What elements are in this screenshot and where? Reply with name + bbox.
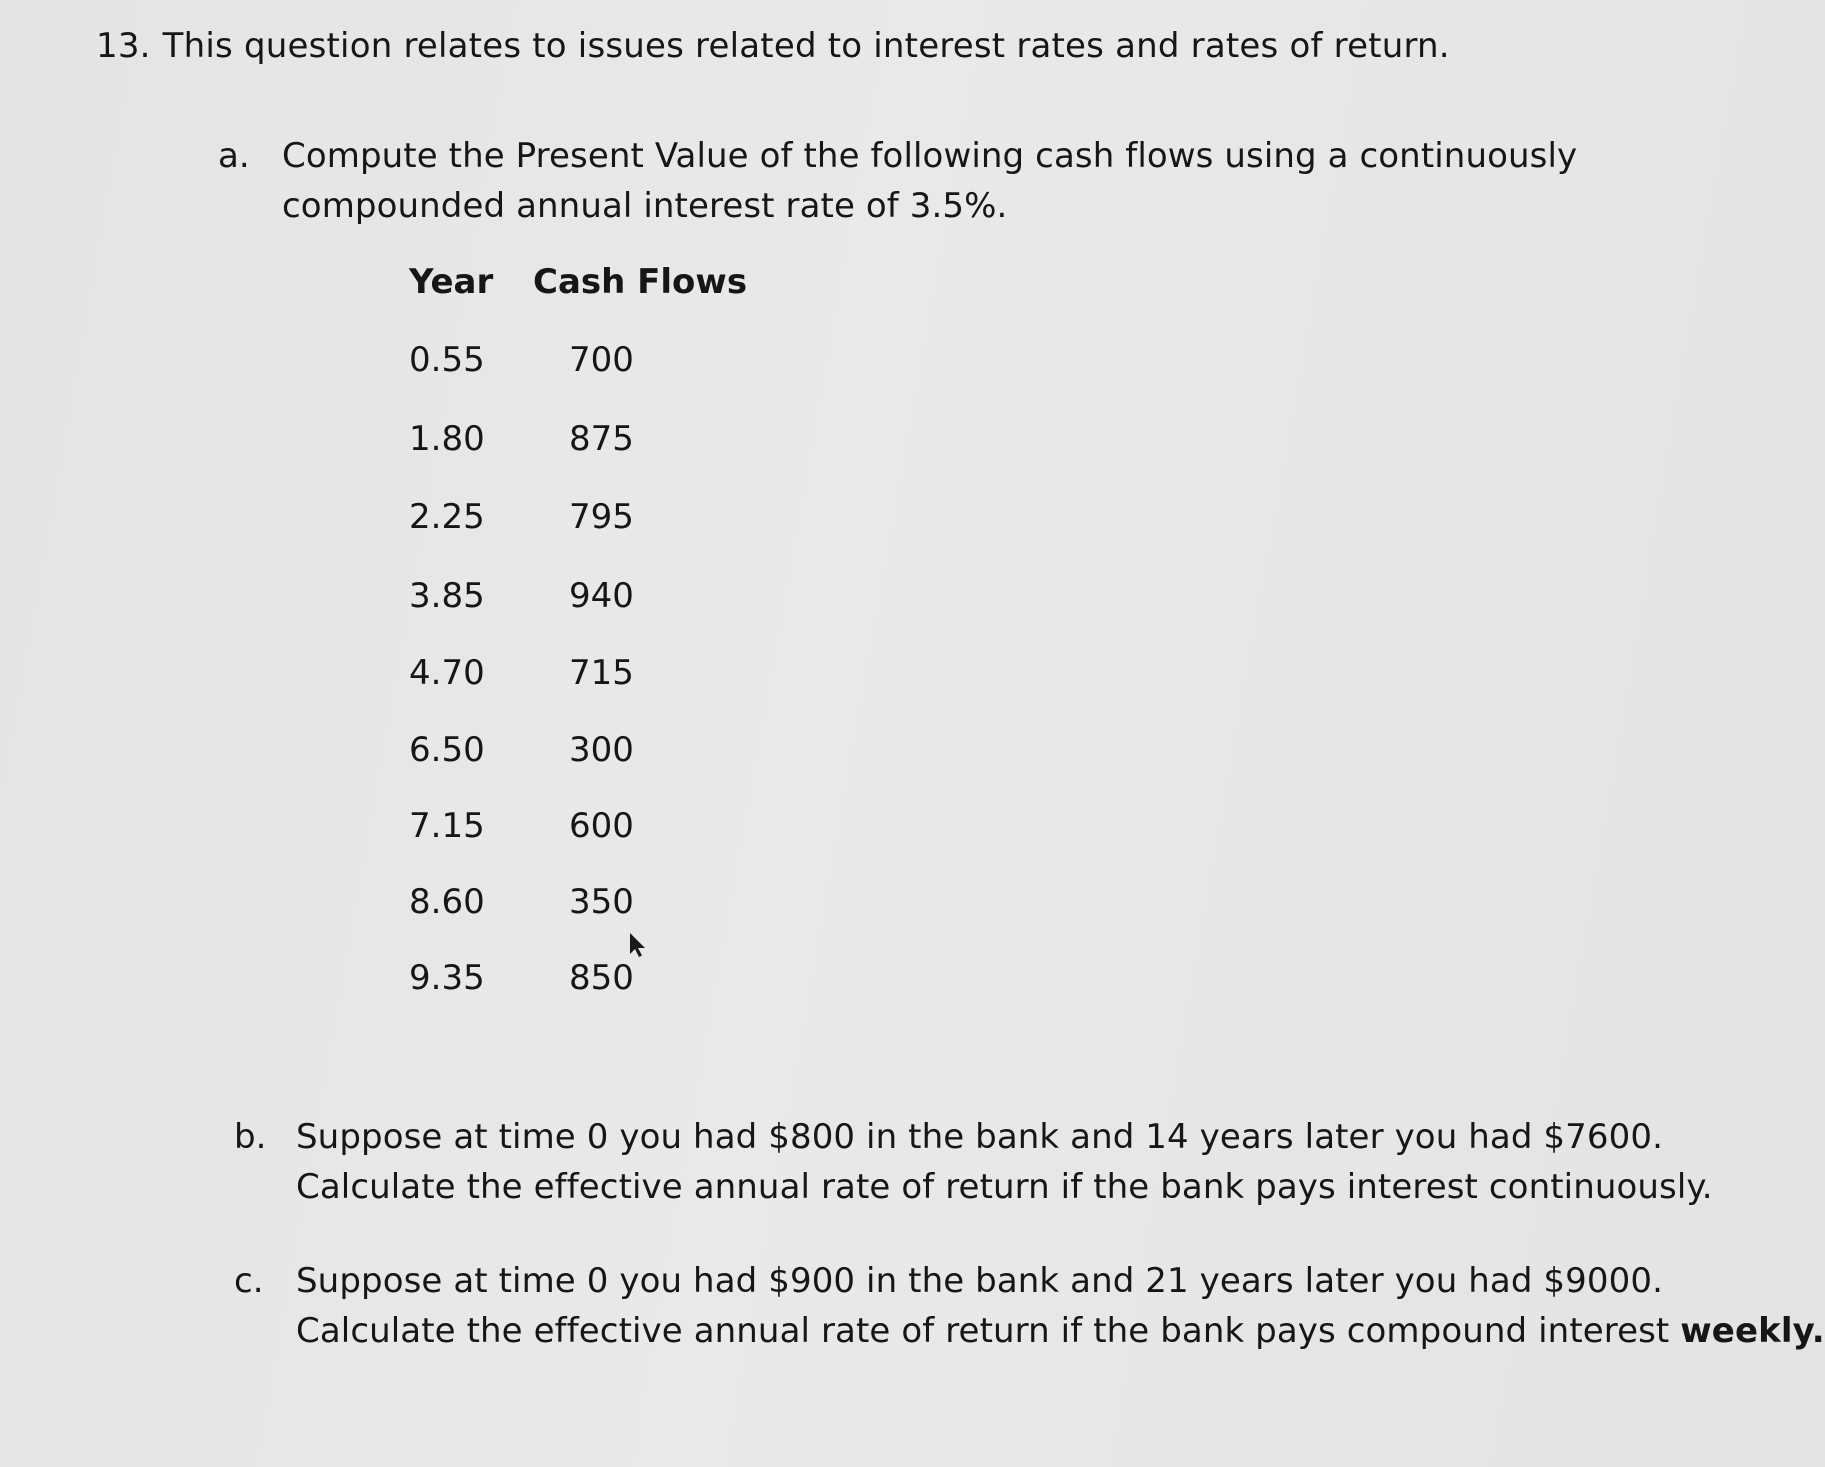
year-cell: 4.70 bbox=[409, 653, 485, 693]
part-c-line-2-text: Calculate the effective annual rate of return if the bank pays compound interest bbox=[296, 1311, 1681, 1351]
emphasis-weekly: weekly. bbox=[1680, 1311, 1825, 1351]
part-b-text bbox=[296, 1112, 1713, 1212]
part-a-letter: a. bbox=[218, 136, 250, 176]
year-cell: 0.55 bbox=[409, 340, 485, 380]
part-b-line-1: Suppose at time 0 you had $800 in the bank and 14 years later you had $7600. bbox=[296, 1117, 1663, 1157]
question-text: This question relates to issues related to interest rates and rates of return. bbox=[162, 26, 1450, 66]
cash-flow-cell: 600 bbox=[569, 806, 634, 846]
part-b-line-2: Calculate the effective annual rate of return if the bank pays interest continuously. bbox=[296, 1167, 1713, 1207]
table-row bbox=[395, 730, 715, 770]
cash-flow-cell: 875 bbox=[569, 419, 634, 459]
part-b-letter: b. bbox=[234, 1117, 267, 1157]
table-row bbox=[395, 958, 715, 998]
mouse-pointer-icon bbox=[628, 932, 648, 958]
part-c-line-2 bbox=[296, 1306, 1825, 1356]
part-a-text bbox=[282, 131, 1577, 231]
table-row bbox=[395, 340, 715, 380]
part-c-letter: c. bbox=[234, 1261, 264, 1301]
table-row bbox=[395, 576, 715, 616]
table-row bbox=[395, 419, 715, 459]
year-cell: 1.80 bbox=[409, 419, 485, 459]
cash-flow-cell: 850 bbox=[569, 958, 634, 998]
year-cell: 7.15 bbox=[409, 806, 485, 846]
year-cell: 3.85 bbox=[409, 576, 485, 616]
cash-flow-cell: 350 bbox=[569, 882, 634, 922]
year-cell: 8.60 bbox=[409, 882, 485, 922]
part-a-line-2: compounded annual interest rate of 3.5%. bbox=[282, 186, 1008, 226]
cash-flow-cell: 300 bbox=[569, 730, 634, 770]
cash-flow-cell: 940 bbox=[569, 576, 634, 616]
question-header bbox=[96, 26, 1450, 66]
cash-flow-cell: 715 bbox=[569, 653, 634, 693]
table-row bbox=[395, 882, 715, 922]
cash-flow-cell: 795 bbox=[569, 497, 634, 537]
question-number: 13. bbox=[96, 26, 151, 66]
cash-flow-cell: 700 bbox=[569, 340, 634, 380]
part-c-text bbox=[296, 1256, 1825, 1356]
part-c-line-1: Suppose at time 0 you had $900 in the bank and 21 years later you had $9000. bbox=[296, 1261, 1663, 1301]
year-cell: 2.25 bbox=[409, 497, 485, 537]
table-row bbox=[395, 653, 715, 693]
table-row bbox=[395, 806, 715, 846]
year-cell: 6.50 bbox=[409, 730, 485, 770]
part-a-line-1: Compute the Present Value of the following cash flows using a continuously bbox=[282, 136, 1578, 176]
table-header-year: Year bbox=[409, 262, 494, 302]
table-header-cash-flows: Cash Flows bbox=[533, 262, 748, 302]
table-row bbox=[395, 497, 715, 537]
year-cell: 9.35 bbox=[409, 958, 485, 998]
